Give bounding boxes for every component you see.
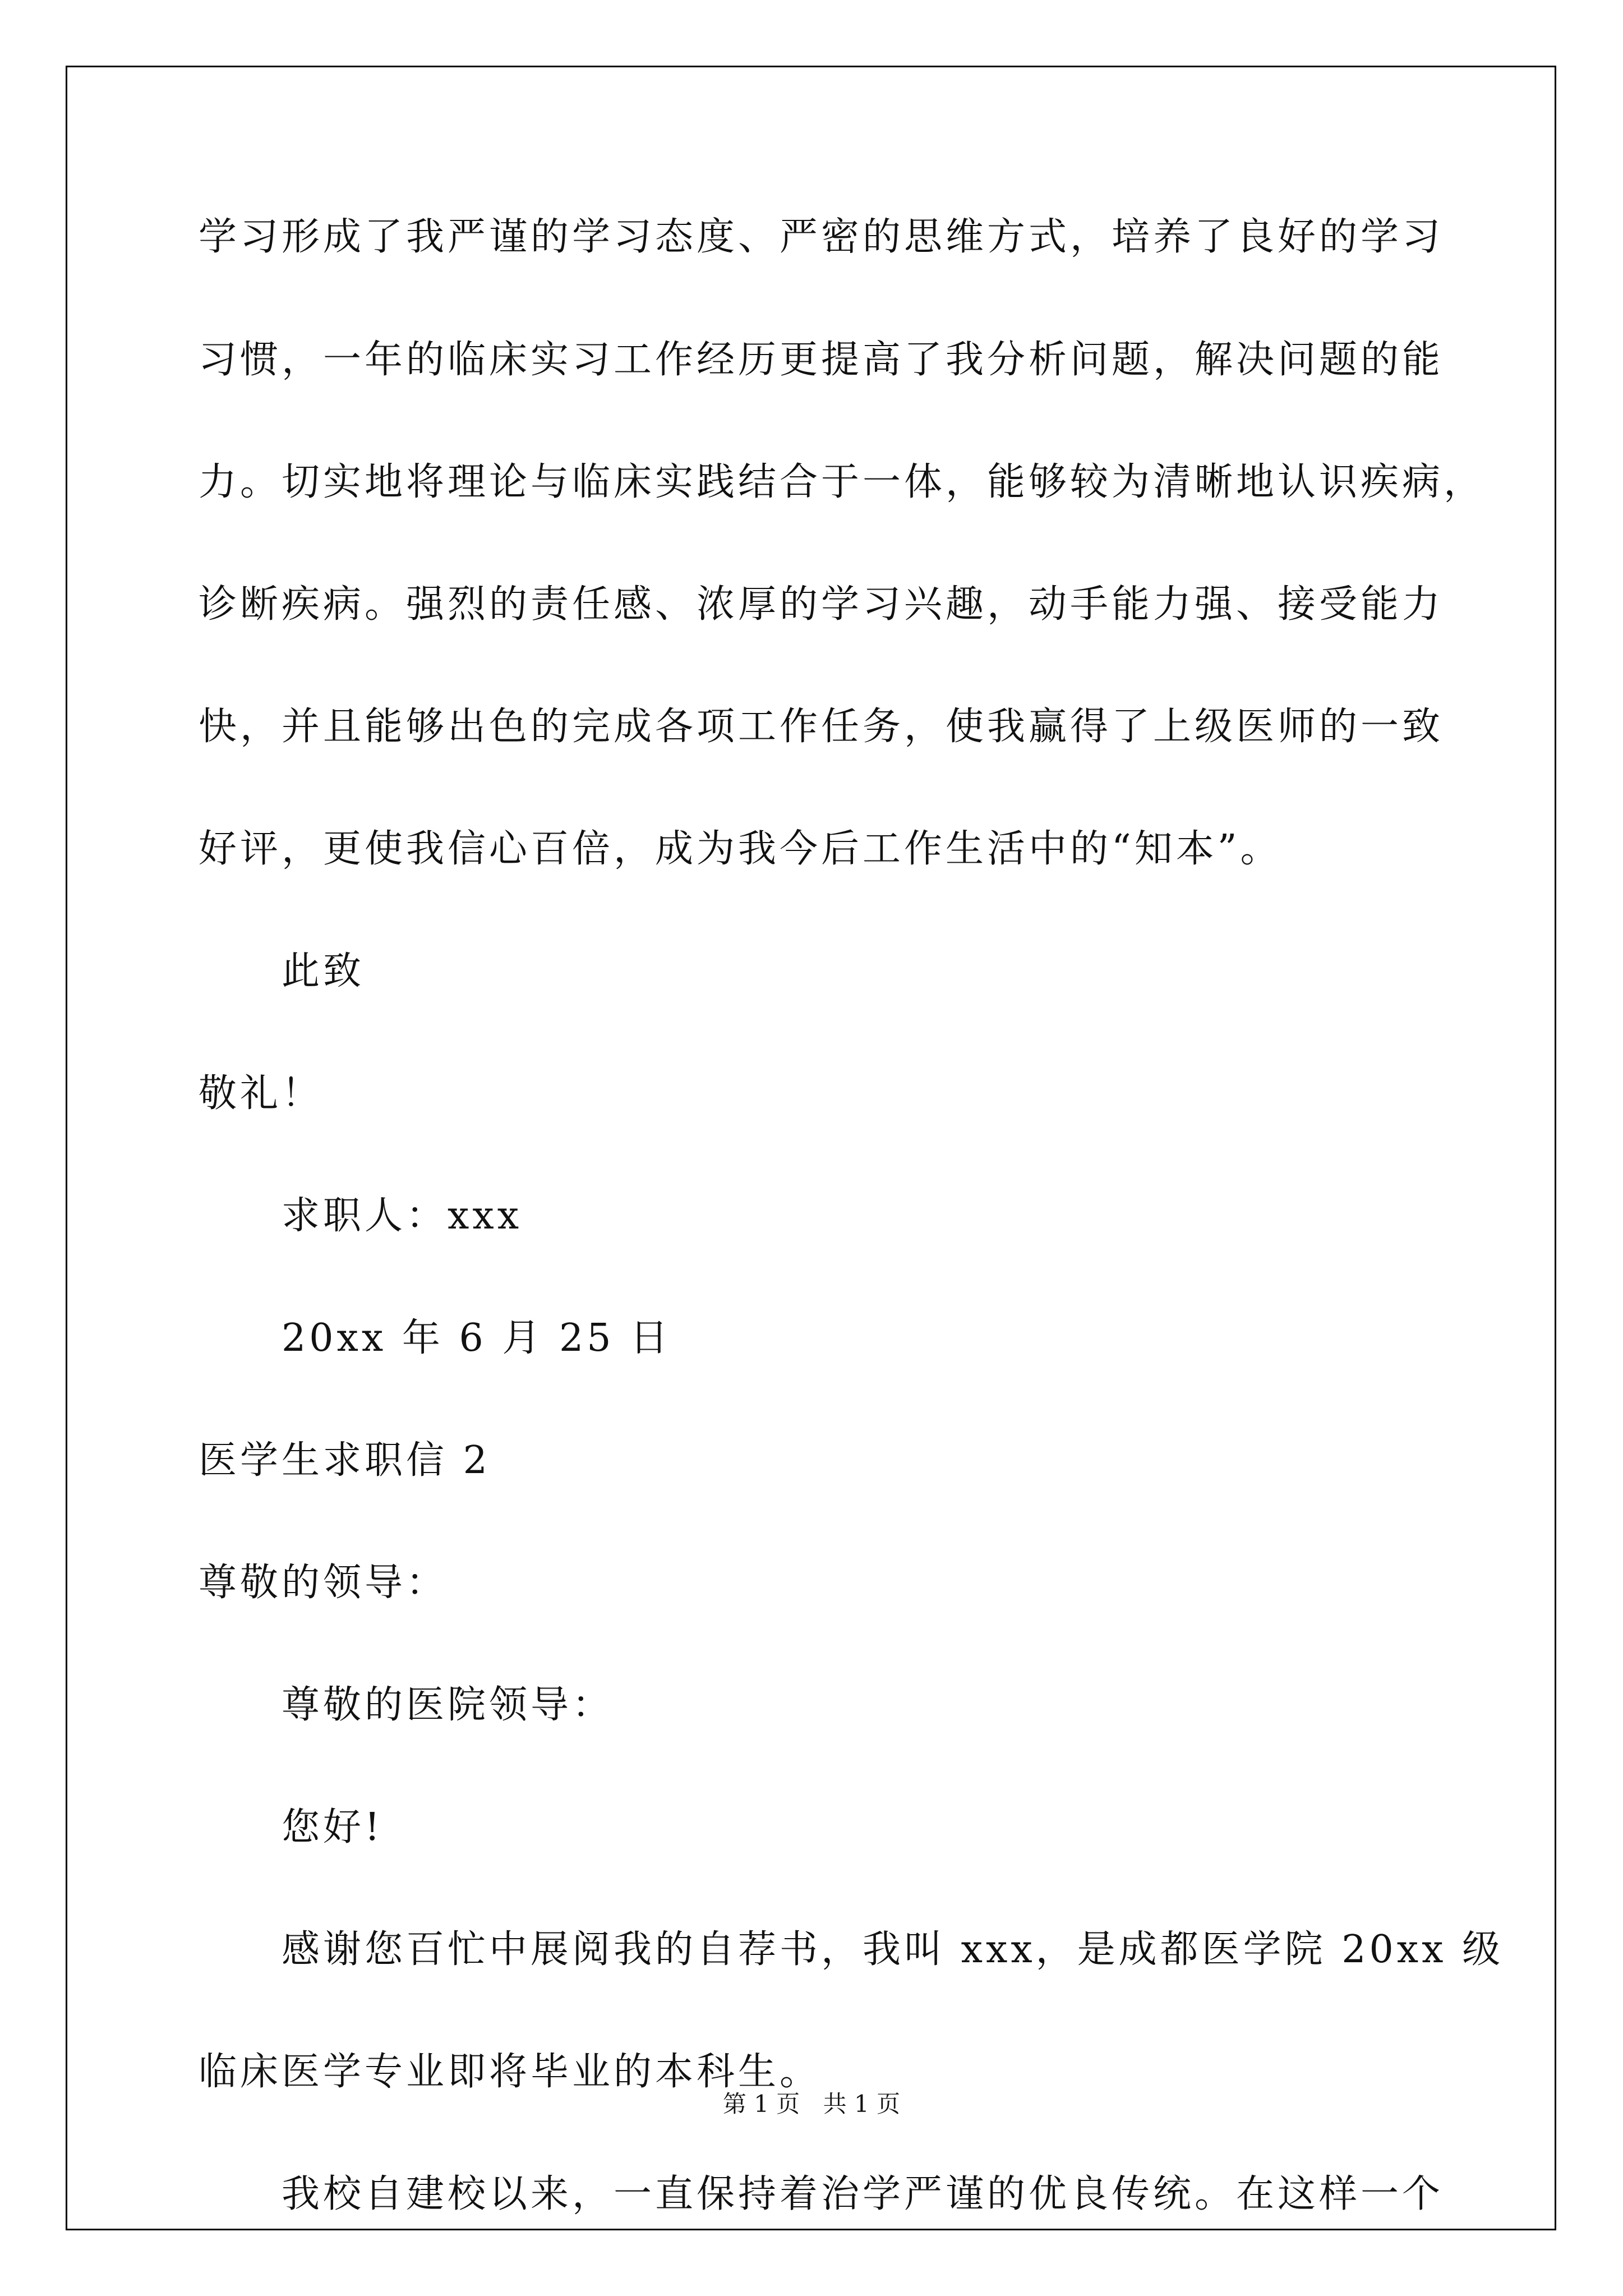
closing-regards: 敬礼！ — [199, 1071, 324, 1116]
paragraph-line: 学习形成了我严谨的学习态度、严密的思维方式，培养了良好的学习 — [199, 215, 1444, 259]
paragraph-line: 习惯，一年的临床实习工作经历更提高了我分析问题，解决问题的能 — [199, 338, 1444, 382]
paragraph-line: 诊断疾病。强烈的责任感、浓厚的学习兴趣，动手能力强、接受能力 — [199, 582, 1444, 627]
paragraph-line: 力。切实地将理论与临床实践结合于一体，能够较为清晰地认识疾病， — [199, 460, 1486, 504]
greeting: 尊敬的领导： — [199, 1561, 448, 1605]
section-title: 医学生求职信 2 — [199, 1438, 491, 1483]
paragraph-line: 临床医学专业即将毕业的本科生。 — [199, 2050, 822, 2094]
paragraph-line: 好评，更使我信心百倍，成为我今后工作生活中的“知本”。 — [199, 827, 1282, 871]
letter-date: 20xx 年 6 月 25 日 — [282, 1316, 672, 1360]
paragraph-line: 快，并且能够出色的完成各项工作任务，使我赢得了上级医师的一致 — [199, 705, 1444, 749]
applicant-signature: 求职人：xxx — [282, 1194, 523, 1238]
paragraph-line: 我校自建校以来，一直保持着治学严谨的优良传统。在这样一个 — [282, 2172, 1444, 2216]
page-number: 第 1 页 — [722, 2090, 800, 2118]
greeting: 尊敬的医院领导： — [282, 1683, 614, 1727]
page-total: 共 1 页 — [823, 2090, 901, 2118]
greeting-hello: 您好! — [282, 1805, 384, 1849]
page-border — [66, 66, 1556, 2230]
closing-salutation: 此致 — [282, 949, 365, 993]
paragraph-line: 感谢您百忙中展阅我的自荐书，我叫 xxx，是成都医学院 20xx 级 — [282, 1927, 1504, 1972]
